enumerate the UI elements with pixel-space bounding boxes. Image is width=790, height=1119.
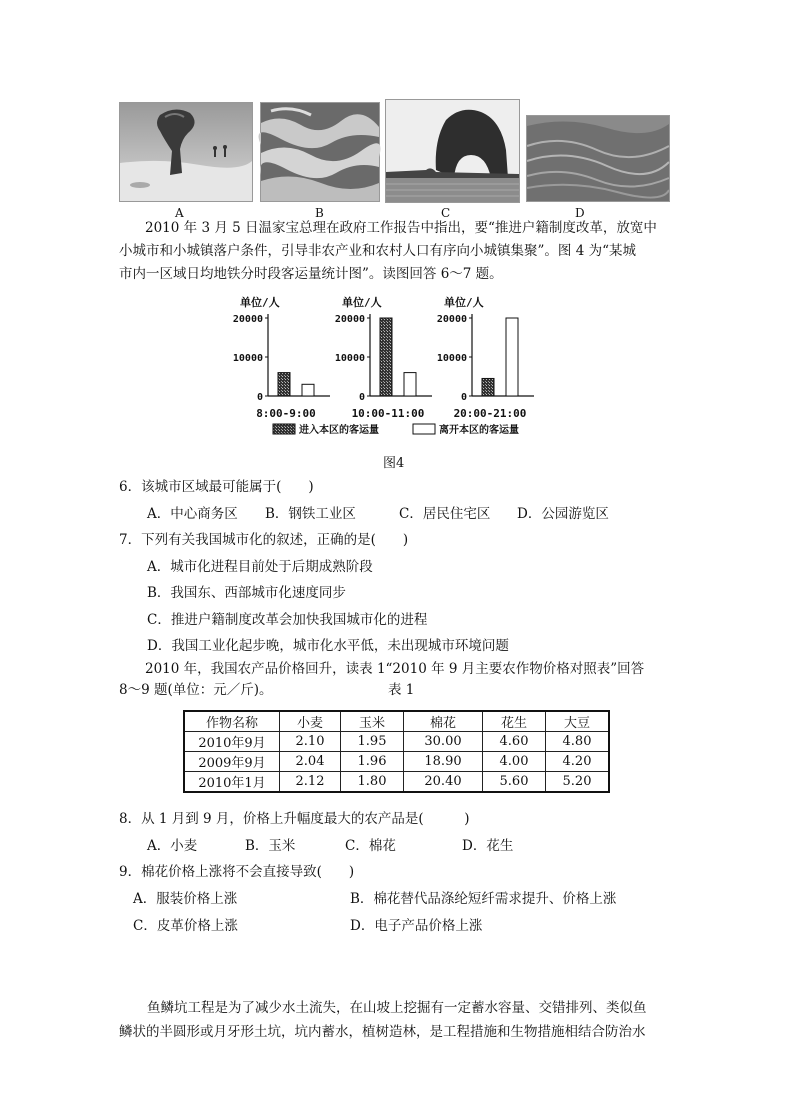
- q7-option-d[interactable]: D．我国工业化起步晚，城市化水平低，未出现城市环境问题: [147, 638, 509, 654]
- y-tick-label: 0: [460, 392, 467, 403]
- photo-d-loess-hills: [526, 115, 670, 202]
- bar-entering: [278, 373, 290, 396]
- intro2-line-1: 2010 年，我国农产品价格回升，读表 1“2010 年 9 月主要农作物价格对照表”回答: [145, 661, 645, 677]
- q8-option-a[interactable]: A．小麦: [147, 838, 198, 854]
- q8-option-b[interactable]: B．玉米: [245, 838, 296, 854]
- q8-option-d[interactable]: D．花生: [462, 838, 514, 854]
- q6-option-d[interactable]: D．公园游览区: [517, 506, 609, 522]
- intro-line-2: 小城市和小城镇落户条件，引导非农产业和农村人口有序向小城镇集聚”。图 4 为“某城: [119, 243, 636, 259]
- y-tick-label: 10000: [436, 353, 467, 364]
- table-cell: 2.10: [280, 732, 341, 752]
- bar-entering: [482, 378, 494, 396]
- table-header-cell: 玉米: [341, 711, 404, 732]
- y-tick-label: 0: [358, 392, 365, 403]
- q7-option-c[interactable]: C．推进户籍制度改革会加快我国城市化的进程: [147, 612, 428, 628]
- table-title: 表 1: [388, 682, 415, 698]
- y-axis-unit-label: 单位/人: [444, 296, 484, 309]
- bar-leaving: [404, 373, 416, 396]
- y-tick-label: 20000: [436, 314, 467, 325]
- q8-option-c[interactable]: C．棉花: [345, 838, 396, 854]
- table-cell: 2010年1月: [184, 772, 280, 793]
- table-cell: 4.80: [546, 732, 610, 752]
- y-tick-label: 20000: [334, 314, 365, 325]
- table-cell: 18.90: [404, 752, 483, 772]
- photo-label-d: D: [575, 206, 585, 220]
- table-cell: 2.04: [280, 752, 341, 772]
- legend-label-entering: 进入本区的客运量: [299, 425, 379, 436]
- q7-option-b[interactable]: B．我国东、西部城市化速度同步: [147, 585, 346, 601]
- table-header-cell: 花生: [483, 711, 546, 732]
- q6-option-a[interactable]: A．中心商务区: [147, 506, 238, 522]
- table-header-cell: 小麦: [280, 711, 341, 732]
- intro2-line-2: 8～9 题(单位：元／斤)。: [119, 682, 273, 698]
- q8-stem: 8．从 1 月到 9 月，价格上升幅度最大的农产品是( ): [119, 811, 470, 827]
- q6-option-b[interactable]: B．钢铁工业区: [265, 506, 356, 522]
- y-tick-label: 0: [256, 392, 263, 403]
- photo-c-elephant-trunk-hill: [385, 99, 520, 203]
- q9-stem: 9．棉花价格上涨将不会直接导致( ): [119, 864, 355, 880]
- table-cell: 20.40: [404, 772, 483, 793]
- q9-option-b[interactable]: B．棉花替代品涤纶短纤需求提升、价格上涨: [350, 891, 617, 907]
- x-category-label: 10:00-11:00: [351, 407, 425, 420]
- table-header-cell: 棉花: [404, 711, 483, 732]
- table-row: [184, 772, 609, 793]
- y-axis-unit-label: 单位/人: [240, 296, 280, 309]
- table-cell: 2010年9月: [184, 732, 280, 752]
- crop-price-table: [183, 710, 610, 793]
- table-cell: 4.60: [483, 732, 546, 752]
- table-row: [184, 732, 609, 752]
- y-tick-label: 10000: [334, 353, 365, 364]
- table-cell: 1.96: [341, 752, 404, 772]
- figure-caption: 图4: [383, 456, 405, 471]
- photo-b-sand-dunes: [260, 102, 380, 202]
- q9-option-a[interactable]: A．服装价格上涨: [133, 891, 238, 907]
- bar-leaving: [302, 384, 314, 396]
- bar-leaving: [506, 318, 518, 396]
- q6-option-c[interactable]: C．居民住宅区: [399, 506, 491, 522]
- table-header-cell: 作物名称: [184, 711, 280, 732]
- q7-option-a[interactable]: A．城市化进程目前处于后期成熟阶段: [147, 559, 373, 575]
- figure-4-metro-ridership-chart: [232, 292, 560, 442]
- x-category-label: 20:00-21:00: [453, 407, 527, 420]
- legend-swatch-leaving: [413, 424, 435, 434]
- photo-label-a: A: [175, 206, 184, 220]
- intro-line-3: 市内一区域日均地铁分时段客运量统计图”。读图回答 6～7 题。: [119, 266, 503, 282]
- photo-label-c: C: [441, 206, 451, 220]
- passage-line-2: 鳞状的半圆形或月牙形土坑，坑内蓄水，植树造林，是工程措施和生物措施相结合防治水: [119, 1024, 646, 1040]
- table-cell: 4.00: [483, 752, 546, 772]
- passage-line-1: 鱼鳞坑工程是为了减少水土流失，在山坡上挖掘有一定蓄水容量、交错排列、类似鱼: [147, 1000, 647, 1016]
- table-cell: 30.00: [404, 732, 483, 752]
- table-cell: 2.12: [280, 772, 341, 793]
- q6-stem: 6．该城市区域最可能属于( ): [119, 479, 314, 495]
- legend-swatch-entering: [273, 424, 295, 434]
- table-cell: 5.20: [546, 772, 610, 793]
- x-category-label: 8:00-9:00: [256, 407, 316, 420]
- q7-stem: 7．下列有关我国城市化的叙述，正确的是( ): [119, 532, 409, 548]
- bar-entering: [380, 318, 392, 396]
- table-cell: 1.95: [341, 732, 404, 752]
- table-cell: 4.20: [546, 752, 610, 772]
- y-axis-unit-label: 单位/人: [342, 296, 382, 309]
- legend-label-leaving: 离开本区的客运量: [439, 425, 519, 436]
- table-row: [184, 752, 609, 772]
- photo-label-b: B: [315, 206, 324, 220]
- q9-option-c[interactable]: C．皮革价格上涨: [133, 918, 238, 934]
- y-tick-label: 10000: [232, 353, 263, 364]
- table-cell: 1.80: [341, 772, 404, 793]
- intro-line-1: 2010 年 3 月 5 日温家宝总理在政府工作报告中指出，要“推进户籍制度改革，放宽中: [145, 220, 657, 236]
- table-cell: 2009年9月: [184, 752, 280, 772]
- table-cell: 5.60: [483, 772, 546, 793]
- photo-a-mushroom-rock: [119, 102, 253, 202]
- table-header-row: [184, 711, 609, 732]
- y-tick-label: 20000: [232, 314, 263, 325]
- q9-option-d[interactable]: D．电子产品价格上涨: [350, 918, 483, 934]
- table-header-cell: 大豆: [546, 711, 610, 732]
